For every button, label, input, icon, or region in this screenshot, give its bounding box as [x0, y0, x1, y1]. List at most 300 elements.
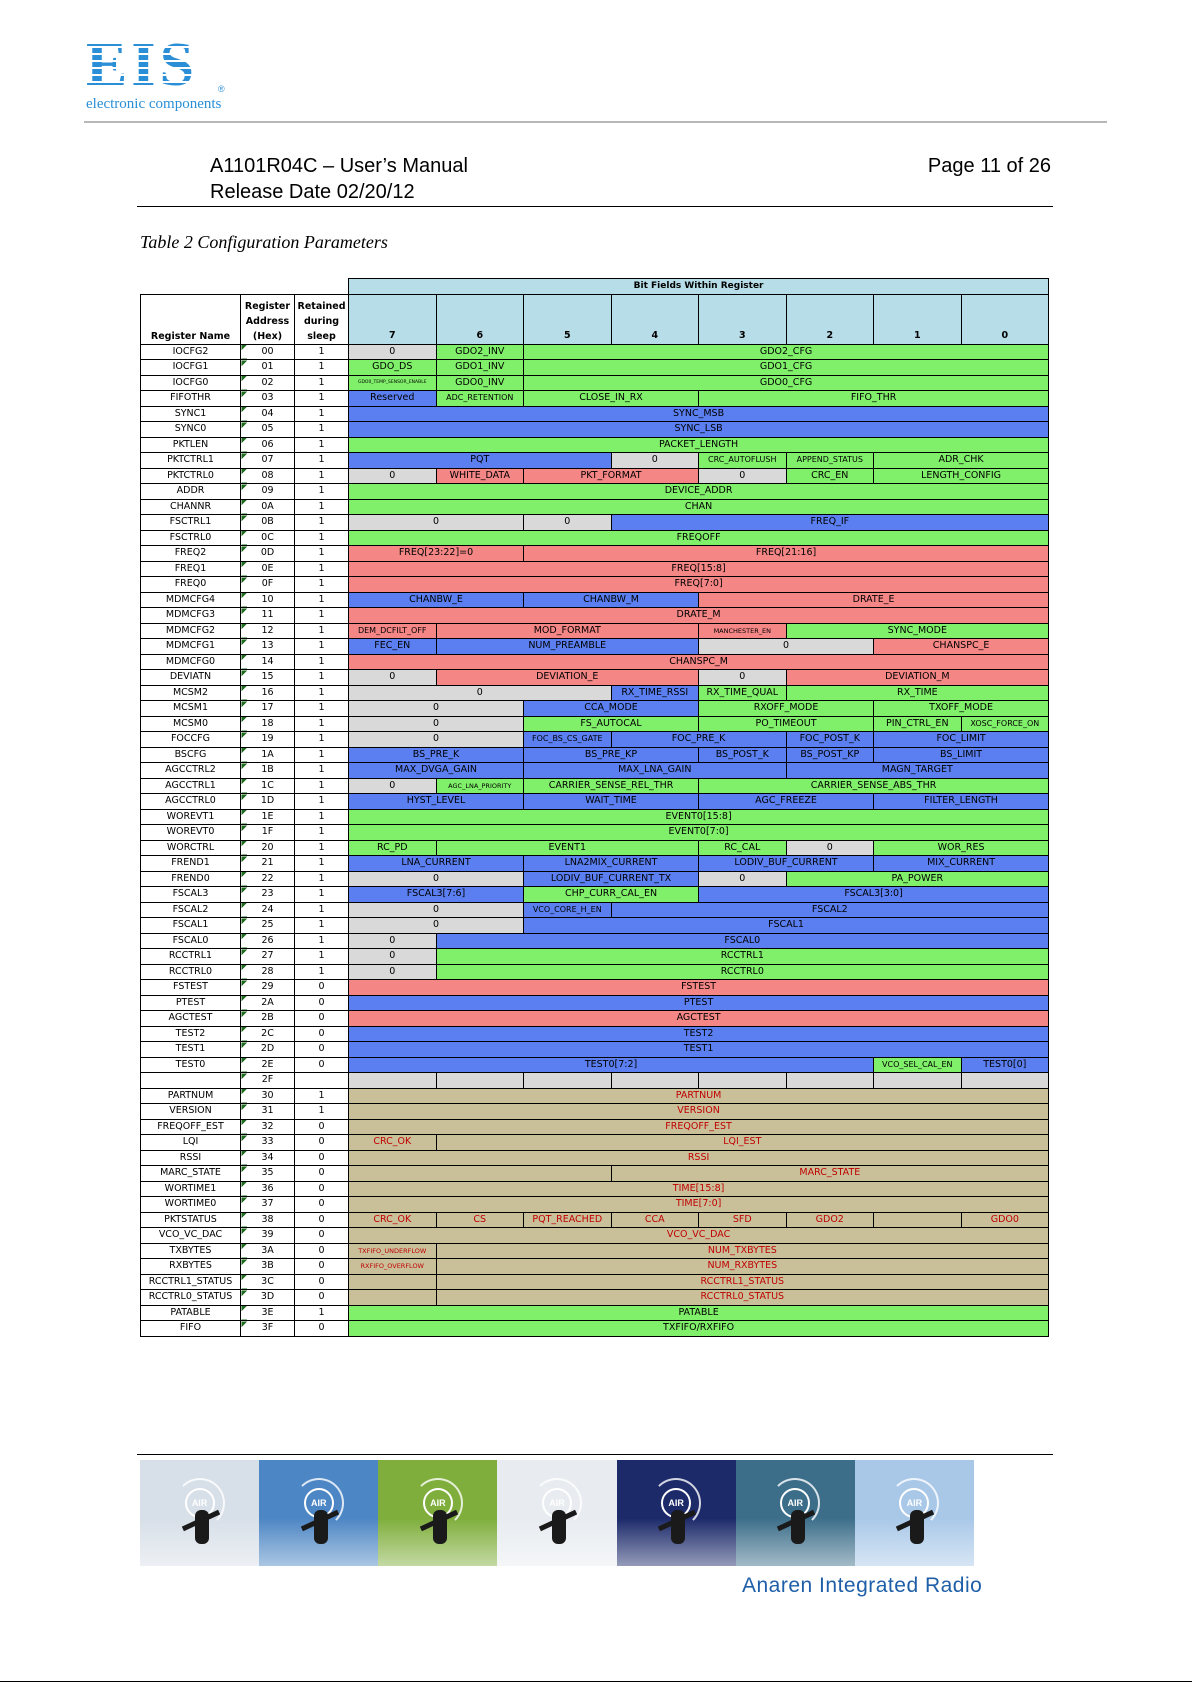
- bit-field: 0: [349, 778, 437, 794]
- register-name: TXBYTES: [141, 1243, 241, 1259]
- bit-field: RCCTRL1: [436, 949, 1049, 965]
- table-row: [141, 1212, 1049, 1228]
- bit-field: CLOSE_IN_RX: [524, 391, 699, 407]
- register-name: CHANNR: [141, 499, 241, 515]
- table-row: [141, 918, 1049, 934]
- banner-tile: [736, 1460, 855, 1566]
- table-row: [141, 375, 1049, 391]
- bit-field: TEST2: [349, 1026, 1049, 1042]
- register-address: 0C: [241, 530, 295, 546]
- bit-field: GDO0_TEMP_SENSOR_ENABLE: [349, 375, 437, 391]
- register-name: PTEST: [141, 995, 241, 1011]
- bit-field: VCO_CORE_H_EN: [524, 902, 612, 918]
- retained-flag: 1: [295, 902, 349, 918]
- bit-field: MAX_DVGA_GAIN: [349, 763, 524, 779]
- retained-flag: 0: [295, 1166, 349, 1182]
- register-address: 0B: [241, 515, 295, 531]
- register-address: 13: [241, 639, 295, 655]
- header-spacer: [141, 279, 349, 295]
- bit-field: GDO1_CFG: [524, 360, 1049, 376]
- retained-flag: 1: [295, 530, 349, 546]
- bit-field: [786, 1073, 874, 1089]
- bit-field: TXFIFO/RXFIFO: [349, 1321, 1049, 1337]
- register-name: FIFOTHR: [141, 391, 241, 407]
- bit-field: FOC_POST_K: [786, 732, 874, 748]
- register-name: BSCFG: [141, 747, 241, 763]
- banner-tile: [617, 1460, 736, 1566]
- bit-field: 0: [349, 701, 524, 717]
- retained-flag: 1: [295, 701, 349, 717]
- register-name: WORTIME0: [141, 1197, 241, 1213]
- table-row: [141, 1088, 1049, 1104]
- table-row: [141, 608, 1049, 624]
- register-address: 07: [241, 453, 295, 469]
- register-address: 02: [241, 375, 295, 391]
- table-row: [141, 670, 1049, 686]
- register-name: IOCFG0: [141, 375, 241, 391]
- bit-field: 0: [349, 670, 437, 686]
- table-row: [141, 902, 1049, 918]
- bit-field: TEST1: [349, 1042, 1049, 1058]
- table-row: [141, 980, 1049, 996]
- bit-field: AGC_LNA_PRIORITY: [436, 778, 524, 794]
- bit-field: ADC_RETENTION: [436, 391, 524, 407]
- anaren-brand: Anaren Integrated Radio: [742, 1574, 983, 1597]
- bit-field: BS_PRE_KP: [524, 747, 699, 763]
- retained-flag: 1: [295, 468, 349, 484]
- register-name: TEST1: [141, 1042, 241, 1058]
- register-address: 14: [241, 654, 295, 670]
- bit-field: GDO2: [786, 1212, 874, 1228]
- bit-field: FSTEST: [349, 980, 1049, 996]
- register-address: 27: [241, 949, 295, 965]
- retained-flag: 0: [295, 1135, 349, 1151]
- table-row: [141, 685, 1049, 701]
- bit-header: 4: [611, 294, 699, 344]
- register-name: FSTEST: [141, 980, 241, 996]
- table-row: [141, 840, 1049, 856]
- retained-flag: 0: [295, 1274, 349, 1290]
- register-address: 1E: [241, 809, 295, 825]
- bit-field: EVENT1: [436, 840, 699, 856]
- bit-field: FSCAL0: [436, 933, 1049, 949]
- register-address: 0E: [241, 561, 295, 577]
- table-row: [141, 1011, 1049, 1027]
- table-row: [141, 577, 1049, 593]
- register-name: FSCTRL1: [141, 515, 241, 531]
- register-name: PKTLEN: [141, 437, 241, 453]
- table-row: [141, 546, 1049, 562]
- bit-field: XOSC_FORCE_ON: [961, 716, 1049, 732]
- retained-flag: 0: [295, 1181, 349, 1197]
- register-address: 38: [241, 1212, 295, 1228]
- bit-field: CRC_EN: [786, 468, 874, 484]
- bit-field: DEM_DCFILT_OFF: [349, 623, 437, 639]
- bit-field: 0: [349, 732, 524, 748]
- bit-field: 0: [699, 670, 787, 686]
- register-name: PARTNUM: [141, 1088, 241, 1104]
- bit-field: WHITE_DATA: [436, 468, 524, 484]
- register-address: 32: [241, 1119, 295, 1135]
- table-row: [141, 530, 1049, 546]
- bit-header: 7: [349, 294, 437, 344]
- bit-field: RCCTRL1_STATUS: [436, 1274, 1049, 1290]
- bit-field: RC_CAL: [699, 840, 787, 856]
- document-title: A1101R04C – User’s Manual: [210, 155, 468, 177]
- table-row: [141, 1150, 1049, 1166]
- retained-flag: 1: [295, 577, 349, 593]
- bit-field: LNA2MIX_CURRENT: [524, 856, 699, 872]
- bit-field: WOR_RES: [874, 840, 1049, 856]
- register-name: MDMCFG4: [141, 592, 241, 608]
- bit-field: 0: [699, 468, 787, 484]
- retained-flag: 0: [295, 1197, 349, 1213]
- register-address: 11: [241, 608, 295, 624]
- bit-field: GDO0_CFG: [524, 375, 1049, 391]
- register-address: 25: [241, 918, 295, 934]
- register-address: 18: [241, 716, 295, 732]
- register-name: RCCTRL1: [141, 949, 241, 965]
- bit-field: RC_PD: [349, 840, 437, 856]
- retained-flag: 1: [295, 716, 349, 732]
- bit-field: CRC_OK: [349, 1135, 437, 1151]
- registered-mark: ®: [218, 84, 225, 94]
- banner-tile: [497, 1460, 616, 1566]
- bit-field: CHAN: [349, 499, 1049, 515]
- bit-field: 0: [349, 871, 524, 887]
- register-name: IOCFG1: [141, 360, 241, 376]
- bit-field: NUM_RXBYTES: [436, 1259, 1049, 1275]
- register-name: RCCTRL0: [141, 964, 241, 980]
- table-row: [141, 995, 1049, 1011]
- bit-field: DEVICE_ADDR: [349, 484, 1049, 500]
- retained-flag: 1: [295, 546, 349, 562]
- bit-field: BS_POST_K: [699, 747, 787, 763]
- retained-flag: [295, 1073, 349, 1089]
- bit-header: 3: [699, 294, 787, 344]
- bit-field: MARC_STATE: [611, 1166, 1049, 1182]
- retained-flag: 1: [295, 763, 349, 779]
- bit-field: FSCAL3[3:0]: [699, 887, 1049, 903]
- bit-field: DEVIATION_E: [436, 670, 699, 686]
- register-address: 34: [241, 1150, 295, 1166]
- register-address: 1F: [241, 825, 295, 841]
- table-row: [141, 1057, 1049, 1073]
- register-name: RSSI: [141, 1150, 241, 1166]
- register-address: 09: [241, 484, 295, 500]
- table-row: [141, 887, 1049, 903]
- retained-flag: 1: [295, 406, 349, 422]
- register-address: 3F: [241, 1321, 295, 1337]
- table-row: [141, 422, 1049, 438]
- register-address: 0A: [241, 499, 295, 515]
- bit-field: FREQOFF_EST: [349, 1119, 1049, 1135]
- retained-flag: 1: [295, 561, 349, 577]
- register-address: 28: [241, 964, 295, 980]
- bit-field: 0: [349, 918, 524, 934]
- retained-flag: 1: [295, 437, 349, 453]
- retained-flag: 1: [295, 1088, 349, 1104]
- table-row: [141, 732, 1049, 748]
- configuration-table: [140, 278, 1049, 1337]
- table-row: [141, 1259, 1049, 1275]
- table-row: [141, 716, 1049, 732]
- register-address: 04: [241, 406, 295, 422]
- bit-field: CARRIER_SENSE_REL_THR: [524, 778, 699, 794]
- bit-field: 0: [611, 453, 699, 469]
- register-name: MARC_STATE: [141, 1166, 241, 1182]
- register-address: 06: [241, 437, 295, 453]
- register-address: 31: [241, 1104, 295, 1120]
- bit-field: CHP_CURR_CAL_EN: [524, 887, 699, 903]
- bit-field: 0: [349, 933, 437, 949]
- register-address: 22: [241, 871, 295, 887]
- bit-field: ADR_CHK: [874, 453, 1049, 469]
- bit-field: [699, 1073, 787, 1089]
- bit-field: LODIV_BUF_CURRENT: [699, 856, 874, 872]
- retained-flag: 1: [295, 778, 349, 794]
- table-row: [141, 561, 1049, 577]
- retained-flag: 1: [295, 918, 349, 934]
- retained-flag: 1: [295, 499, 349, 515]
- bit-field: VCO_SEL_CAL_EN: [874, 1057, 962, 1073]
- register-name: PKTSTATUS: [141, 1212, 241, 1228]
- table-row: [141, 654, 1049, 670]
- bit-field: FREQ_IF: [611, 515, 1049, 531]
- table-row: [141, 623, 1049, 639]
- bit-field: LENGTH_CONFIG: [874, 468, 1049, 484]
- bit-field: 0: [524, 515, 612, 531]
- retained-flag: 1: [295, 670, 349, 686]
- bit-field: CHANBW_E: [349, 592, 524, 608]
- retained-flag: 1: [295, 825, 349, 841]
- bit-field: MAGN_TARGET: [786, 763, 1049, 779]
- register-address: 24: [241, 902, 295, 918]
- register-address: 2E: [241, 1057, 295, 1073]
- register-address: 1A: [241, 747, 295, 763]
- bit-header: 0: [961, 294, 1049, 344]
- bit-field: 0: [349, 515, 524, 531]
- air-badge: AIR: [423, 1488, 453, 1518]
- table-row: [141, 1181, 1049, 1197]
- bit-field: APPEND_STATUS: [786, 453, 874, 469]
- top-divider: [84, 121, 1107, 123]
- bit-field: RX_TIME_RSSI: [611, 685, 699, 701]
- bit-field: GDO_DS: [349, 360, 437, 376]
- bit-field: LODIV_BUF_CURRENT_TX: [524, 871, 699, 887]
- register-name: AGCCTRL0: [141, 794, 241, 810]
- bit-field: [524, 1073, 612, 1089]
- bit-field: EVENT0[15:8]: [349, 809, 1049, 825]
- register-name: FREQOFF_EST: [141, 1119, 241, 1135]
- retained-flag: 0: [295, 1119, 349, 1135]
- bit-field: GDO2_INV: [436, 344, 524, 360]
- bit-field: TIME[7:0]: [349, 1197, 1049, 1213]
- retained-flag: 0: [295, 995, 349, 1011]
- header-divider: [137, 206, 1053, 207]
- bit-field: DEVIATION_M: [786, 670, 1049, 686]
- retained-flag: 1: [295, 422, 349, 438]
- air-badge: AIR: [780, 1488, 810, 1518]
- register-name: WORTIME1: [141, 1181, 241, 1197]
- banner-tile: [140, 1460, 259, 1566]
- register-name: AGCCTRL2: [141, 763, 241, 779]
- retained-flag: 1: [295, 515, 349, 531]
- bit-field: [349, 1166, 612, 1182]
- table-row: [141, 360, 1049, 376]
- table-row: [141, 778, 1049, 794]
- retained-flag: 0: [295, 1259, 349, 1275]
- bit-field: VERSION: [349, 1104, 1049, 1120]
- bit-field: FREQ[7:0]: [349, 577, 1049, 593]
- bit-field: LNA_CURRENT: [349, 856, 524, 872]
- air-badge: AIR: [542, 1488, 572, 1518]
- retained-flag: 1: [295, 1104, 349, 1120]
- bit-field: FSCAL2: [611, 902, 1049, 918]
- register-name: FOCCFG: [141, 732, 241, 748]
- bit-field: 0: [349, 902, 524, 918]
- register-address: 00: [241, 344, 295, 360]
- col-retained-sleep: Retained during sleep: [295, 294, 349, 344]
- bit-field: TEST0[0]: [961, 1057, 1049, 1073]
- bit-field: [349, 1290, 437, 1306]
- retained-flag: 0: [295, 1321, 349, 1337]
- register-address: 21: [241, 856, 295, 872]
- bit-field: 0: [699, 871, 787, 887]
- table-row: [141, 1228, 1049, 1244]
- register-address: 12: [241, 623, 295, 639]
- register-address: 0F: [241, 577, 295, 593]
- register-name: FREQ2: [141, 546, 241, 562]
- bit-field: BS_PRE_K: [349, 747, 524, 763]
- register-address: 10: [241, 592, 295, 608]
- bit-field: FREQ[23:22]=0: [349, 546, 524, 562]
- column-header-row: [141, 294, 1049, 344]
- table-row: [141, 964, 1049, 980]
- register-address: 3C: [241, 1274, 295, 1290]
- retained-flag: 1: [295, 608, 349, 624]
- bit-field: SFD: [699, 1212, 787, 1228]
- bit-field: SYNC_MSB: [349, 406, 1049, 422]
- register-name: PATABLE: [141, 1305, 241, 1321]
- bit-field: 0: [349, 344, 437, 360]
- bit-field: 0: [349, 949, 437, 965]
- table-caption: Table 2 Configuration Parameters: [140, 232, 388, 252]
- logo-letters: EIS: [86, 34, 234, 96]
- retained-flag: 0: [295, 1057, 349, 1073]
- table-row: [141, 1104, 1049, 1120]
- banner-tile: [259, 1460, 378, 1566]
- register-address: 1C: [241, 778, 295, 794]
- bit-field: RCCTRL0: [436, 964, 1049, 980]
- table-row: [141, 1290, 1049, 1306]
- bit-field: 0: [699, 639, 874, 655]
- bit-field: RX_TIME: [786, 685, 1049, 701]
- table-row: [141, 809, 1049, 825]
- banner-tile: [855, 1460, 974, 1566]
- register-name: FREQ0: [141, 577, 241, 593]
- retained-flag: 1: [295, 809, 349, 825]
- bit-field: FOC_PRE_K: [611, 732, 786, 748]
- register-name: TEST2: [141, 1026, 241, 1042]
- bit-field: CRC_AUTOFLUSH: [699, 453, 787, 469]
- air-badge: AIR: [185, 1488, 215, 1518]
- bit-field: FEC_EN: [349, 639, 437, 655]
- bitfields-header: Bit Fields Within Register: [349, 279, 1049, 295]
- register-address: 3D: [241, 1290, 295, 1306]
- bit-field: PKT_FORMAT: [524, 468, 699, 484]
- register-name: PKTCTRL1: [141, 453, 241, 469]
- bit-field: RXOFF_MODE: [699, 701, 874, 717]
- table-row: [141, 701, 1049, 717]
- retained-flag: 0: [295, 1150, 349, 1166]
- register-name: WORCTRL: [141, 840, 241, 856]
- bit-field: CCA: [611, 1212, 699, 1228]
- bit-field: CHANBW_M: [524, 592, 699, 608]
- retained-flag: 0: [295, 1042, 349, 1058]
- bit-field: MANCHESTER_EN: [699, 623, 787, 639]
- retained-flag: 0: [295, 980, 349, 996]
- register-name: VERSION: [141, 1104, 241, 1120]
- bit-field: TIME[15:8]: [349, 1181, 1049, 1197]
- bit-field: AGCTEST: [349, 1011, 1049, 1027]
- retained-flag: 0: [295, 1026, 349, 1042]
- bit-field: PARTNUM: [349, 1088, 1049, 1104]
- table-row: [141, 499, 1049, 515]
- bit-field: TEST0[7:2]: [349, 1057, 874, 1073]
- table-row: [141, 453, 1049, 469]
- bit-field: 0: [349, 716, 524, 732]
- retained-flag: 1: [295, 375, 349, 391]
- bit-field: 0: [786, 840, 874, 856]
- register-address: 1D: [241, 794, 295, 810]
- table-row: [141, 437, 1049, 453]
- bit-field: SYNC_LSB: [349, 422, 1049, 438]
- bit-field: PQT_REACHED: [524, 1212, 612, 1228]
- register-name: MDMCFG1: [141, 639, 241, 655]
- bit-field: Reserved: [349, 391, 437, 407]
- retained-flag: 1: [295, 794, 349, 810]
- register-name: TEST0: [141, 1057, 241, 1073]
- table-row: [141, 1166, 1049, 1182]
- table-row: [141, 1197, 1049, 1213]
- table-row: [141, 747, 1049, 763]
- table-row: [141, 949, 1049, 965]
- table-row: [141, 391, 1049, 407]
- bit-field: [349, 1274, 437, 1290]
- table-row: [141, 1026, 1049, 1042]
- bit-field: RCCTRL0_STATUS: [436, 1290, 1049, 1306]
- register-address: 33: [241, 1135, 295, 1151]
- register-name: AGCTEST: [141, 1011, 241, 1027]
- bit-field: 0: [349, 468, 437, 484]
- register-address: 2C: [241, 1026, 295, 1042]
- bit-header: 5: [524, 294, 612, 344]
- register-address: 0D: [241, 546, 295, 562]
- register-name: FIFO: [141, 1321, 241, 1337]
- bit-field: FOC_LIMIT: [874, 732, 1049, 748]
- retained-flag: 1: [295, 685, 349, 701]
- bit-field: LQI_EST: [436, 1135, 1049, 1151]
- register-name: FREND0: [141, 871, 241, 887]
- air-badge: AIR: [304, 1488, 334, 1518]
- bit-header: 2: [786, 294, 874, 344]
- retained-flag: 0: [295, 1228, 349, 1244]
- register-address: 19: [241, 732, 295, 748]
- bit-field: NUM_TXBYTES: [436, 1243, 1049, 1259]
- register-name: DEVIATN: [141, 670, 241, 686]
- retained-flag: 1: [295, 1305, 349, 1321]
